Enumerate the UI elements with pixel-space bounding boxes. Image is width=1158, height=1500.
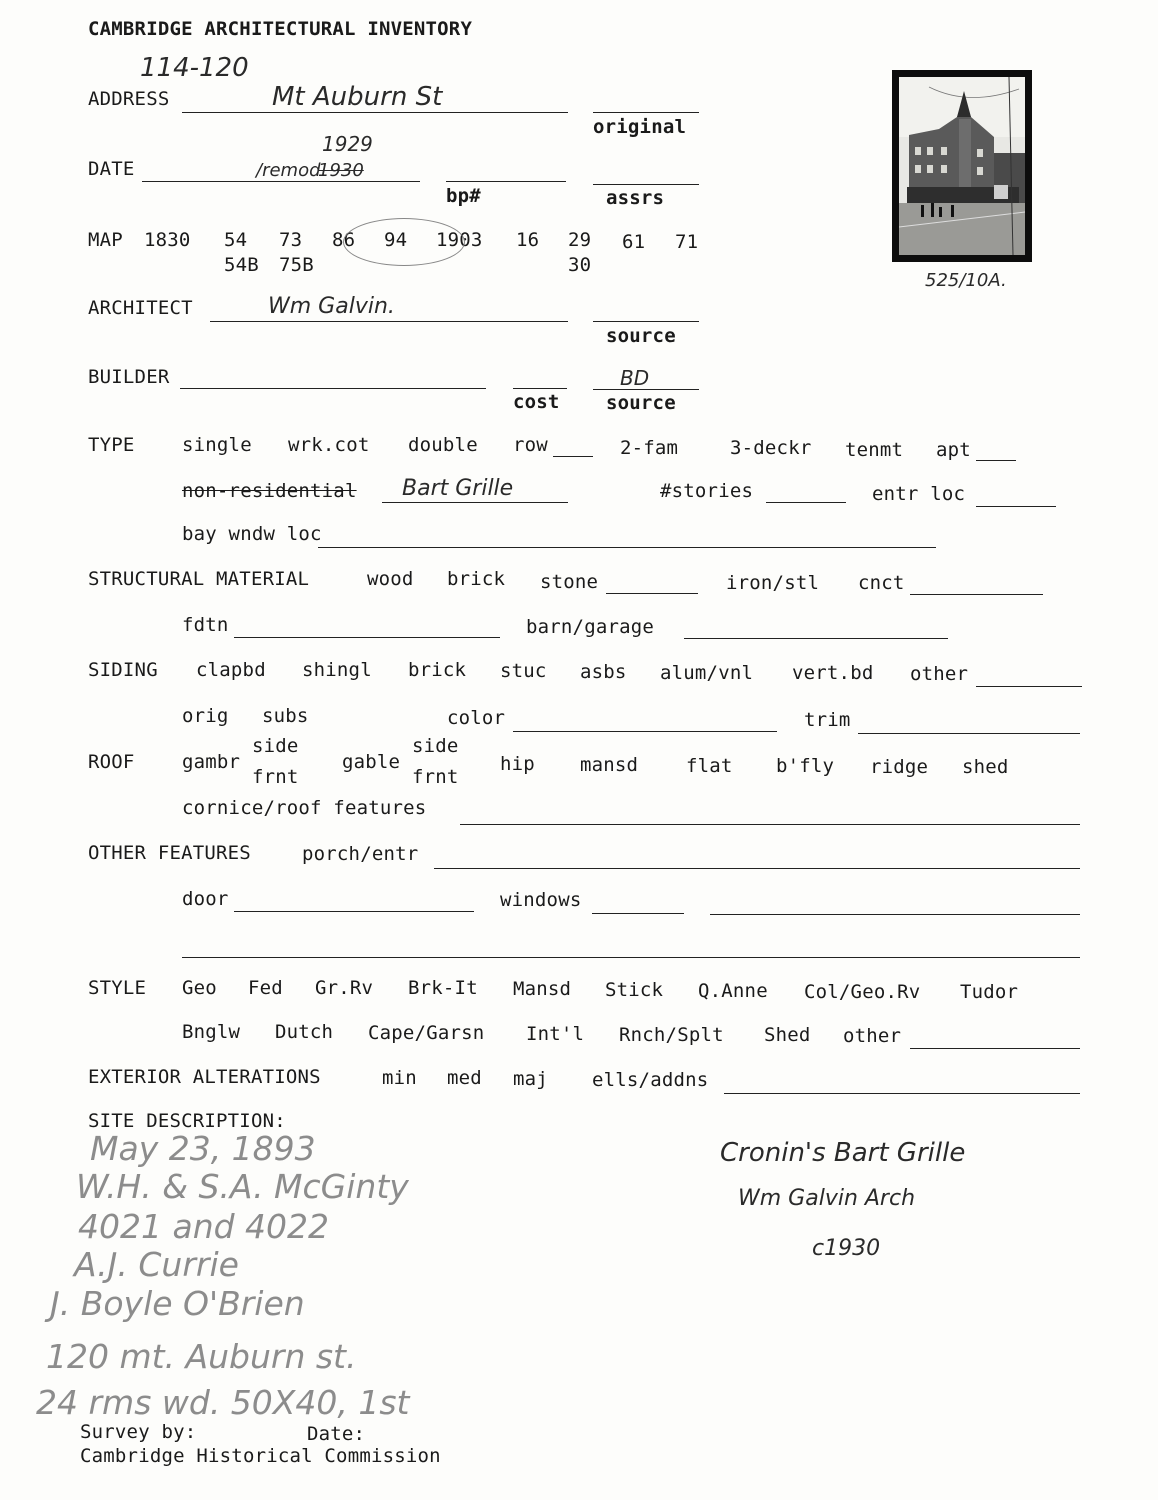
style-option: Shed bbox=[764, 1024, 811, 1046]
date-year: 1929 bbox=[322, 132, 373, 156]
map-year: 94 bbox=[384, 229, 408, 251]
structural-option: brick bbox=[447, 568, 506, 590]
map-year: 30 bbox=[568, 254, 592, 276]
photo-caption: 525/10A. bbox=[925, 270, 1007, 291]
map-year: 86 bbox=[332, 229, 356, 251]
roof-option: ridge bbox=[870, 756, 929, 778]
style-option: Brk-It bbox=[408, 977, 478, 999]
siding-option: other bbox=[910, 663, 969, 685]
style-option: Rnch/Splt bbox=[619, 1024, 724, 1046]
door-label: door bbox=[182, 888, 229, 910]
alterations-option: min bbox=[382, 1067, 417, 1089]
site-ink-note: c1930 bbox=[812, 1236, 881, 1261]
roof-gable: gable bbox=[342, 751, 401, 773]
survey-date-label: Date: bbox=[307, 1423, 366, 1445]
type-label: TYPE bbox=[88, 434, 135, 456]
windows-label: windows bbox=[500, 889, 582, 911]
structural-option: wood bbox=[367, 568, 414, 590]
bp-label: bp# bbox=[446, 185, 481, 207]
roof-option: mansd bbox=[580, 754, 639, 776]
builder-label: BUILDER bbox=[88, 366, 170, 388]
structural-option: stone bbox=[540, 571, 599, 593]
site-ink-note: Cronin's Bart Grille bbox=[720, 1138, 966, 1168]
site-label: SITE DESCRIPTION: bbox=[88, 1110, 286, 1132]
structural-option: iron/stl bbox=[726, 572, 820, 594]
style-option: Bnglw bbox=[182, 1021, 241, 1043]
type-option: double bbox=[408, 434, 478, 456]
type-option: apt bbox=[936, 439, 971, 461]
style-option: Cape/Garsn bbox=[368, 1022, 485, 1044]
alterations-option: maj bbox=[513, 1068, 548, 1090]
style-option: Tudor bbox=[960, 981, 1019, 1003]
site-pencil-note: 4021 and 4022 bbox=[78, 1207, 330, 1246]
map-year: 61 bbox=[622, 231, 646, 253]
alterations-label: EXTERIOR ALTERATIONS bbox=[88, 1066, 321, 1088]
roof-side: side bbox=[252, 735, 299, 757]
roof-label: ROOF bbox=[88, 751, 135, 773]
site-ink-note: Wm Galvin Arch bbox=[738, 1186, 916, 1211]
commission-name: Cambridge Historical Commission bbox=[80, 1445, 441, 1467]
siding-option: clapbd bbox=[196, 659, 266, 681]
style-option: Col/Geo.Rv bbox=[804, 981, 921, 1003]
address-original-label: original bbox=[593, 116, 687, 138]
other-features-label: OTHER FEATURES bbox=[88, 842, 251, 864]
barn-label: barn/garage bbox=[526, 616, 655, 638]
date-label: DATE bbox=[88, 158, 135, 180]
siding-option: vert.bd bbox=[792, 662, 874, 684]
structural-option: cnct bbox=[858, 572, 905, 594]
roof-option: shed bbox=[962, 756, 1009, 778]
page-title: CAMBRIDGE ARCHITECTURAL INVENTORY bbox=[88, 18, 473, 40]
address-number: 114-120 bbox=[140, 53, 249, 83]
assrs-label: assrs bbox=[606, 187, 665, 209]
style-option: Geo bbox=[182, 977, 217, 999]
siding-option: brick bbox=[408, 659, 467, 681]
siding-option: stuc bbox=[500, 660, 547, 682]
roof-option: b'fly bbox=[776, 755, 835, 777]
builder-cost-label: cost bbox=[513, 391, 560, 413]
siding-trim: trim bbox=[804, 709, 851, 731]
type-option: 2-fam bbox=[620, 437, 679, 459]
style-option: Stick bbox=[605, 979, 664, 1001]
style-option: Mansd bbox=[513, 978, 572, 1000]
site-pencil-note: J. Boyle O'Brien bbox=[50, 1284, 305, 1323]
site-pencil-note: May 23, 1893 bbox=[90, 1129, 316, 1168]
map-year: 71 bbox=[675, 231, 699, 253]
style-option: other bbox=[843, 1025, 902, 1047]
type-option: tenmt bbox=[845, 439, 904, 461]
address-street: Mt Auburn St bbox=[272, 82, 443, 112]
style-option: Gr.Rv bbox=[315, 977, 374, 999]
architect-label: ARCHITECT bbox=[88, 297, 193, 319]
style-option: Dutch bbox=[275, 1021, 334, 1043]
roof-gambr: gambr bbox=[182, 751, 241, 773]
map-circle-mark bbox=[343, 218, 465, 266]
address-label: ADDRESS bbox=[88, 88, 170, 110]
type-option: single bbox=[182, 434, 252, 456]
site-pencil-note: 120 mt. Auburn st. bbox=[46, 1337, 357, 1376]
map-year: 1903 bbox=[436, 229, 483, 251]
style-option: Q.Anne bbox=[698, 980, 768, 1002]
building-photo bbox=[892, 70, 1032, 262]
siding-option: alum/vnl bbox=[660, 662, 754, 684]
map-year: 73 bbox=[279, 229, 303, 251]
map-year: 1830 bbox=[144, 229, 191, 251]
alterations-option: med bbox=[447, 1067, 482, 1089]
entr-loc-label: entr loc bbox=[872, 483, 966, 505]
date-value: /remod bbox=[256, 160, 321, 181]
site-pencil-note: 24 rms wd. 50X40, 1st bbox=[36, 1383, 410, 1422]
siding-option: shingl bbox=[302, 659, 372, 681]
site-pencil-note: A.J. Currie bbox=[74, 1245, 239, 1284]
map-year: 54B bbox=[224, 254, 259, 276]
map-year: 54 bbox=[224, 229, 248, 251]
siding-subs: subs bbox=[262, 705, 309, 727]
nonres-value: Bart Grille bbox=[402, 476, 514, 501]
roof-frnt: frnt bbox=[412, 766, 459, 788]
type-option: row bbox=[513, 434, 548, 456]
siding-option: asbs bbox=[580, 661, 627, 683]
survey-by-label: Survey by: bbox=[80, 1421, 197, 1443]
type-option: 3-deckr bbox=[730, 437, 812, 459]
map-year: 16 bbox=[516, 229, 540, 251]
map-year: 75B bbox=[279, 254, 314, 276]
date-crossed: 1930 bbox=[318, 160, 364, 181]
alterations-option: ells/addns bbox=[592, 1069, 709, 1091]
roof-frnt: frnt bbox=[252, 766, 299, 788]
type-option: wrk.cot bbox=[288, 434, 370, 456]
siding-color: color bbox=[447, 707, 506, 729]
roof-option: hip bbox=[500, 753, 535, 775]
siding-label: SIDING bbox=[88, 659, 158, 681]
builder-source-value: BD bbox=[620, 366, 650, 390]
cornice-label: cornice/roof features bbox=[182, 797, 427, 819]
site-pencil-note: W.H. & S.A. McGinty bbox=[76, 1167, 409, 1206]
stories-label: #stories bbox=[660, 480, 754, 502]
porch-label: porch/entr bbox=[302, 843, 419, 865]
style-label: STYLE bbox=[88, 977, 147, 999]
nonres-label: non-residential bbox=[182, 480, 357, 502]
map-label: MAP bbox=[88, 229, 123, 251]
fdtn-label: fdtn bbox=[182, 614, 229, 636]
map-year: 29 bbox=[568, 229, 592, 251]
architect-source-label: source bbox=[606, 325, 676, 347]
structural-label: STRUCTURAL MATERIAL bbox=[88, 568, 310, 590]
builder-source-label: source bbox=[606, 392, 676, 414]
style-option: Fed bbox=[248, 977, 283, 999]
style-option: Int'l bbox=[526, 1023, 585, 1045]
architect-value: Wm Galvin. bbox=[268, 294, 395, 319]
roof-side: side bbox=[412, 735, 459, 757]
bay-window-label: bay wndw loc bbox=[182, 523, 322, 545]
roof-option: flat bbox=[686, 755, 733, 777]
siding-orig: orig bbox=[182, 705, 229, 727]
